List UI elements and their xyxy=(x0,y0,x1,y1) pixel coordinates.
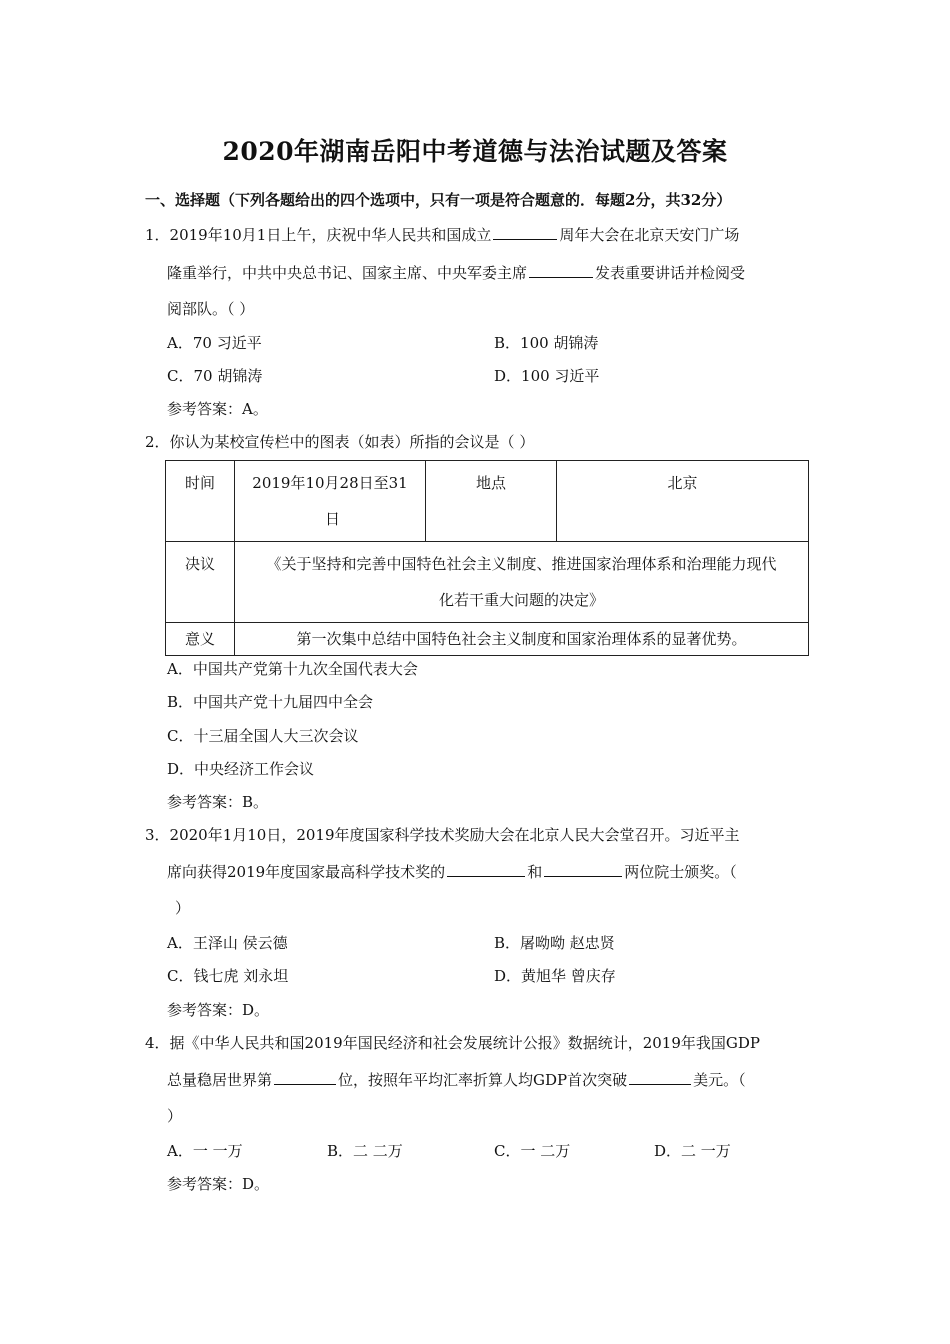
q2-stem: 2．你认为某校宣传栏中的图表（如表）所指的会议是（ ） xyxy=(145,433,535,451)
q4-text-2c: 美元。（ xyxy=(693,1071,746,1089)
q1-line-2 xyxy=(167,262,745,283)
q2-option-a: A．中国共产党第十九次全国代表大会 xyxy=(167,660,418,678)
q1-blank-2 xyxy=(529,276,593,278)
q1-text-1a: 1．2019年10月1日上午，庆祝中华人民共和国成立 xyxy=(145,226,492,244)
q4-answer: 参考答案：D。 xyxy=(167,1175,270,1193)
q3-blank-2 xyxy=(544,875,622,877)
q1-text-1b: 周年大会在北京天安门广场 xyxy=(559,226,740,244)
q2-answer: 参考答案：B。 xyxy=(167,793,269,811)
q4-option-b: B．二 二万 xyxy=(327,1142,403,1160)
table-row xyxy=(166,461,809,542)
table-cell-place-value: 北京 xyxy=(557,461,809,542)
q3-text-2a: 席向获得2019年度国家最高科学技术奖的 xyxy=(167,863,446,881)
q4-text-2b: 位，按照年平均汇率折算人均GDP首次突破 xyxy=(338,1071,628,1089)
table-cell-time-value-b: 日 xyxy=(325,510,341,528)
q4-option-c: C．一 二万 xyxy=(494,1142,571,1160)
q1-text-2b: 发表重要讲话并检阅受 xyxy=(595,264,746,282)
q1-option-a: A．70 习近平 xyxy=(167,334,262,352)
q4-text-2a: 总量稳居世界第 xyxy=(167,1071,273,1089)
q1-blank-1 xyxy=(493,238,557,240)
table-cell-time-value-a: 2019年10月28日至31 xyxy=(252,474,408,492)
section-heading: 一、选择题（下列各题给出的四个选项中，只有一项是符合题意的．每题2分，共32分） xyxy=(145,191,732,209)
q1-option-b: B．100 胡锦涛 xyxy=(494,334,599,352)
q4-line-1: 4．据《中华人民共和国2019年国民经济和社会发展统计公报》数据统计，2019年我国GDP xyxy=(145,1034,760,1052)
q1-option-c: C．70 胡锦涛 xyxy=(167,367,263,385)
q2-option-c: C．十三届全国人大三次会议 xyxy=(167,727,359,745)
q3-blank-1 xyxy=(447,875,525,877)
q4-blank-2 xyxy=(629,1083,691,1085)
q4-option-a: A．一 一万 xyxy=(167,1142,243,1160)
q4-blank-1 xyxy=(274,1083,336,1085)
table-cell-time-label: 时间 xyxy=(166,461,235,542)
table-cell-time-value xyxy=(235,461,426,542)
q4-option-d: D．二 一万 xyxy=(654,1142,731,1160)
q3-line-3: ） xyxy=(175,899,191,917)
q4-line-3: ） xyxy=(167,1107,183,1125)
table-row xyxy=(166,623,809,656)
page-title: 2020年湖南岳阳中考道德与法治试题及答案 xyxy=(222,137,728,166)
q3-text-2b: 和 xyxy=(527,863,543,881)
q3-option-d: D．黄旭华 曾庆存 xyxy=(494,967,616,985)
table-cell-meaning-label: 意义 xyxy=(166,623,235,656)
q2-option-d: D．中央经济工作会议 xyxy=(167,760,315,778)
q3-line-2 xyxy=(167,861,737,882)
q1-option-d: D．100 习近平 xyxy=(494,367,600,385)
q3-answer: 参考答案：D。 xyxy=(167,1001,270,1019)
q1-text-2a: 隆重举行，中共中央总书记、国家主席、中央军委主席 xyxy=(167,264,528,282)
q1-line-3: 阅部队。（ ） xyxy=(167,300,255,318)
q3-line-1: 3．2020年1月10日，2019年度国家科学技术奖励大会在北京人民大会堂召开。习近平主 xyxy=(145,826,740,844)
table-cell-resolution-value xyxy=(235,542,809,623)
q4-line-2 xyxy=(167,1069,746,1090)
table-cell-place-label: 地点 xyxy=(426,461,557,542)
q2-table xyxy=(165,460,809,656)
q1-line-1 xyxy=(145,224,739,245)
q3-option-a: A．王泽山 侯云德 xyxy=(167,934,288,952)
table-cell-resolution-label: 决议 xyxy=(166,542,235,623)
table-cell-resolution-b: 化若干重大问题的决定》 xyxy=(438,591,604,609)
q1-answer: 参考答案：A。 xyxy=(167,400,268,418)
q3-text-2c: 两位院士颁奖。（ xyxy=(624,863,737,881)
q3-option-b: B．屠呦呦 赵忠贤 xyxy=(494,934,615,952)
table-cell-resolution-a: 《关于坚持和完善中国特色社会主义制度、推进国家治理体系和治理能力现代 xyxy=(266,555,777,573)
q3-option-c: C．钱七虎 刘永坦 xyxy=(167,967,289,985)
q2-option-b: B．中国共产党十九届四中全会 xyxy=(167,693,374,711)
table-cell-meaning-value: 第一次集中总结中国特色社会主义制度和国家治理体系的显著优势。 xyxy=(235,623,809,656)
table-row xyxy=(166,542,809,623)
